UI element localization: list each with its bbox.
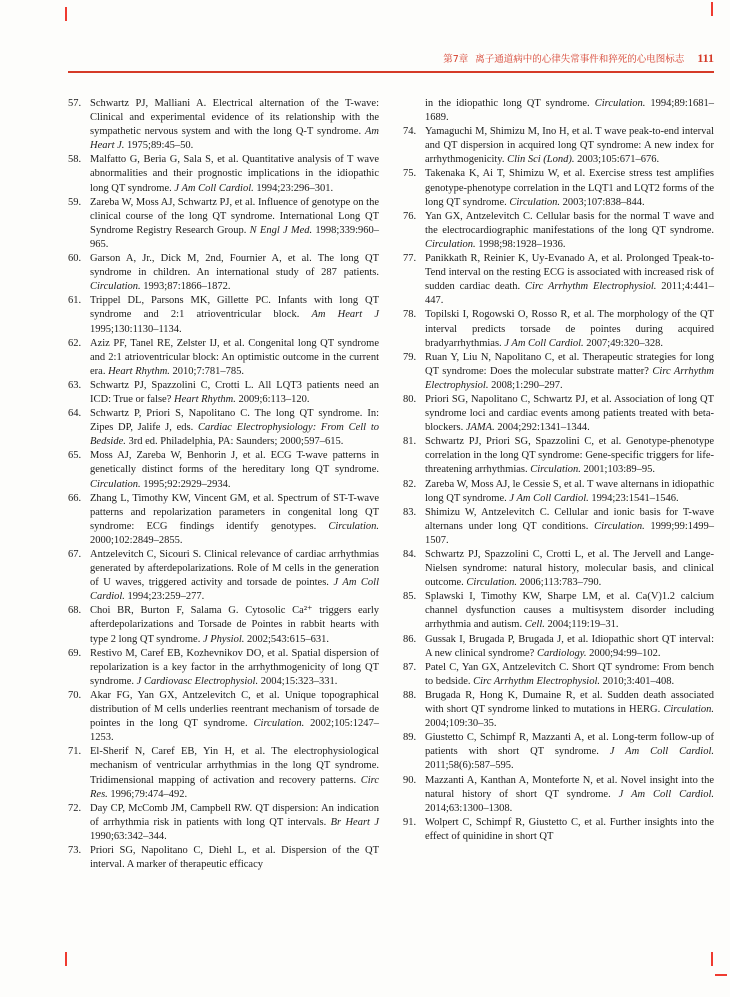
reference-text: Splawski I, Timothy KW, Sharpe LM, et al. Ca(V)1.2 calcium channel dysfunction causes a multisystem disorder including arrhythmia and autism. Cell. 2004;119:19–31. (425, 591, 714, 631)
reference-text: Choi BR, Burton F, Salama G. Cytosolic Ca²⁺ triggers early afterdepolarizations and Torsade de Pointes in rabbit hearts with type 2 long QT syndrome. J Physiol. 2002;543:615–631. (90, 605, 379, 645)
reference-text: Giustetto C, Schimpf R, Mazzanti A, et al. Long-term follow-up of patients with short QT syndrome. J Am Coll Cardiol. 2011;58(6):587–595. (425, 732, 715, 772)
reference-number: 74. (403, 126, 417, 138)
crop-mark-top-left (65, 7, 67, 21)
reference-number: 78. (403, 309, 417, 321)
reference-continuation (403, 97, 714, 125)
reference-number: 57. (68, 98, 82, 109)
reference-number: 82. (403, 478, 417, 490)
reference-item (68, 294, 379, 336)
reference-item (403, 774, 714, 816)
reference-item (403, 125, 714, 167)
reference-number: 59. (68, 196, 82, 208)
reference-item (403, 210, 714, 252)
reference-item (403, 548, 714, 590)
reference-number: 64. (68, 408, 82, 420)
reference-number: 85. (403, 591, 417, 603)
reference-number: 67. (68, 549, 82, 560)
reference-item (403, 167, 714, 209)
reference-item (403, 393, 714, 435)
crop-mark-bottom-left (65, 952, 67, 966)
reference-item (403, 816, 714, 844)
reference-item (68, 844, 379, 872)
reference-text: Schwartz PJ, Malliani A. Electrical alternation of the T-wave: Clinical and experimental evidence of its relationship with the sympathetic nervous system and with the long Q-T syndrome. Am Heart J. 1975;89:45–50. (90, 98, 379, 152)
reference-text: Antzelevitch C, Sicouri S. Clinical relevance of cardiac arrhythmias generated by afterdepolarizations. Role of M cells in the generation of U waves, triggered activity and torsade de pointes. J Am Coll Cardiol. 1994;23:259–277. (90, 549, 379, 603)
reference-item (403, 689, 714, 731)
reference-text: Yan GX, Antzelevitch C. Cellular basis for the normal T wave and the electrocardiographic manifestations of the long QT syndrome. Circulation. 1998;98:1928–1936. (425, 210, 714, 250)
reference-number: 86. (403, 633, 417, 645)
reference-item (68, 492, 379, 548)
reference-item (403, 435, 714, 477)
reference-item (403, 506, 714, 548)
page-header (68, 51, 714, 67)
reference-item (403, 661, 714, 689)
reference-number: 81. (403, 436, 417, 448)
reference-item (68, 153, 379, 195)
reference-text: Schwartz PJ, Spazzolini C, Crotti L, et al. The Jervell and Lange-Nielsen syndrome: natural history, molecular basis, and clinical outcome. Circulation. 2006;113:783–790. (425, 549, 714, 589)
reference-item (68, 802, 379, 844)
reference-text: Priori SG, Napolitano C, Schwartz PJ, et al. Association of long QT syndrome loci and cardiac events among patients treated with beta-blockers. JAMA. 2004;292:1341–1344. (425, 393, 714, 434)
reference-item (403, 351, 714, 393)
header-rule (68, 71, 714, 73)
crop-mark-bottom-right-vertical (711, 952, 713, 966)
reference-number: 79. (403, 351, 417, 363)
reference-text: Gussak I, Brugada P, Brugada J, et al. Idiopathic short QT interval: A new clinical syndrome? Cardiology. 2000;94:99–102. (425, 633, 714, 659)
reference-text: Takenaka K, Ai T, Shimizu W, et al. Exercise stress test amplifies genotype-phenotype correlation in the LQT1 and LQT2 forms of the long QT syndrome. Circulation. 2003;107:838–844. (425, 168, 714, 208)
reference-text: Trippel DL, Parsons MK, Gillette PC. Infants with long QT syndrome and 2:1 atrioventricular block. Am Heart J 1995;130:1130–1134. (90, 295, 379, 335)
reference-text: Mazzanti A, Kanthan A, Monteforte N, et al. Novel insight into the natural history of short QT syndrome. J Am Coll Cardiol. 2014;63:1300–1308. (425, 774, 714, 814)
reference-item (403, 633, 714, 661)
reference-text: Panikkath R, Reinier K, Uy-Evanado A, et al. Prolonged Tpeak-to-Tend interval on the resting ECG is associated with increased risk of sudden cardiac death. Circ Arrhythm Electrophysiol. 2011;4:441–447. (425, 253, 714, 307)
crop-mark-bottom-right-horizontal (715, 974, 727, 976)
reference-text: Zareba W, Moss AJ, le Cessie S, et al. T wave alternans in idiopathic long QT syndrome. J Am Coll Cardiol. 1994;23:1541–1546. (425, 478, 714, 504)
reference-number: 61. (68, 295, 82, 307)
reference-text: Shimizu W, Antzelevitch C. Cellular and ionic basis for T-wave alternans under long QT conditions. Circulation. 1999;99:1499–1507. (425, 506, 715, 546)
reference-number: 80. (403, 393, 417, 405)
reference-number: 83. (403, 506, 417, 518)
reference-text: Patel C, Yan GX, Antzelevitch C. Short QT syndrome: From bench to bedside. Circ Arrhythm Electrophysiol. 2010;3:401–408. (425, 661, 714, 687)
reference-item (68, 689, 379, 745)
chapter-title: 离子通道病中的心律失常事件和猝死的心电图标志 (475, 54, 685, 65)
reference-number: 84. (403, 549, 417, 560)
reference-number: 90. (403, 774, 417, 786)
reference-number: 91. (403, 816, 417, 828)
reference-text: Aziz PF, Tanel RE, Zelster IJ, et al. Congenital long QT syndrome and 2:1 atrioventricular block: An optimistic outcome in the current era. Heart Rhythm. 2010;7:781–785. (90, 337, 379, 377)
reference-item (68, 379, 379, 407)
reference-number: 66. (68, 492, 82, 504)
reference-number: 58. (68, 154, 82, 166)
reference-text: Akar FG, Yan GX, Antzelevitch C, et al. Unique topographical distribution of M cells underlies reentrant mechanism of torsade de pointes in the long QT syndrome. Circulation. 2002;105:1247–1253. (90, 689, 379, 744)
reference-text: in the idiopathic long QT syndrome. Circulation. 1994;89:1681–1689. (425, 98, 714, 124)
reference-item (68, 407, 379, 449)
reference-text: Schwartz PJ, Priori SG, Spazzolini C, et al. Genotype-phenotype correlation in the long QT syndrome: Gene-specific triggers for life-threatening arrhythmias. Circulation. 2001;103:89–95. (425, 436, 714, 476)
reference-text: Moss AJ, Zareba W, Benhorin J, et al. ECG T-wave patterns in genetically distinct forms of the hereditary long QT syndrome. Circulation. 1995;92:2929–2934. (90, 450, 379, 490)
reference-number: 87. (403, 661, 417, 673)
reference-item (68, 647, 379, 689)
reference-text: Malfatto G, Beria G, Sala S, et al. Quantitative analysis of T wave abnormalities and their prognostic implications in the idiopathic long QT syndrome. J Am Coll Cardiol. 1994;23:296–301. (90, 154, 379, 194)
references-section (68, 97, 714, 872)
reference-item (403, 308, 714, 350)
reference-number: 69. (68, 647, 82, 659)
reference-item (403, 731, 714, 773)
crop-mark-top-right (711, 2, 713, 16)
reference-text: Yamaguchi M, Shimizu M, Ino H, et al. T wave peak-to-end interval and QT dispersion in acquired long QT syndrome: A new index for arrhythmogenicity. Clin Sci (Lond). 2003;105:671–676. (425, 126, 714, 166)
reference-number: 68. (68, 605, 82, 617)
reference-item (68, 196, 379, 252)
reference-text: Garson A, Jr., Dick M, 2nd, Fournier A, et al. The long QT syndrome in children. An international study of 287 patients. Circulation. 1993;87:1866–1872. (90, 253, 379, 293)
reference-text: Schwartz PJ, Spazzolini C, Crotti L. All LQT3 patients need an ICD: True or false? Heart Rhythm. 2009;6:113–120. (90, 379, 379, 405)
reference-number: 77. (403, 253, 417, 265)
reference-item (68, 745, 379, 801)
reference-number: 72. (68, 802, 82, 814)
reference-text: Topilski I, Rogowski O, Rosso R, et al. The morphology of the QT interval predicts torsade de pointes during acquired bradyarrhythmias. J Am Coll Cardiol. 2007;49:320–328. (425, 309, 714, 349)
reference-number: 76. (403, 210, 417, 222)
reference-item (403, 590, 714, 632)
reference-item (68, 548, 379, 604)
reference-number: 65. (68, 450, 82, 462)
reference-text: Zhang L, Timothy KW, Vincent GM, et al. Spectrum of ST-T-wave patterns and repolarization parameters in congenital long QT syndrome: ECG findings identify genotypes. Circulation. 2000;102:2849–2855. (90, 492, 379, 546)
references-column-right (403, 97, 714, 872)
reference-item (68, 604, 379, 646)
reference-number: 60. (68, 253, 82, 265)
reference-text: El-Sherif N, Caref EB, Yin H, et al. The electrophysiological mechanism of ventricular arrhythmias in the long QT syndrome. Tridimensional mapping of activation and recovery patterns. Circ Res. 1996;79:474–492. (90, 746, 379, 800)
reference-text: Ruan Y, Liu N, Napolitano C, et al. Therapeutic strategies for long QT syndrome: Does the molecular substrate matter? Circ Arrhythm Electrophysiol. 2008;1:290–297. (425, 351, 714, 391)
reference-text: Brugada R, Hong K, Dumaine R, et al. Sudden death associated with short QT syndrome linked to mutations in HERG. Circulation. 2004;109:30–35. (425, 689, 714, 730)
reference-item (68, 252, 379, 294)
reference-number: 73. (68, 844, 82, 856)
reference-number: 75. (403, 168, 417, 180)
reference-text: Restivo M, Caref EB, Kozhevnikov DO, et al. Spatial dispersion of repolarization is a key factor in the arrhythmogenicity of long QT syndrome. J Cardiovasc Electrophysiol. 2004;15:323–331. (90, 647, 379, 687)
reference-text: Zareba W, Moss AJ, Schwartz PJ, et al. Influence of genotype on the clinical course of the long QT syndrome. International Long QT Syndrome Registry Research Group. N Engl J Med. 1998;339:960–965. (90, 196, 379, 250)
references-column-left (68, 97, 379, 872)
reference-number: 88. (403, 689, 417, 701)
reference-item (68, 97, 379, 153)
reference-item (403, 478, 714, 506)
reference-item (68, 337, 379, 379)
reference-item (68, 449, 379, 491)
reference-number: 70. (68, 689, 82, 701)
chapter-label: 第7章 (443, 54, 469, 65)
reference-number: 71. (68, 746, 82, 758)
reference-text: Wolpert C, Schimpf R, Giustetto C, et al. Further insights into the effect of quinidine in short QT (425, 816, 714, 842)
reference-text: Day CP, McComb JM, Campbell RW. QT dispersion: An indication of arrhythmia risk in patients with long QT intervals. Br Heart J 1990;63:342–344. (90, 802, 379, 842)
reference-text: Schwartz P, Priori S, Napolitano C. The long QT syndrome. In: Zipes DP, Jalife J, eds. Cardiac Electrophysiology: From Cell to Bedside. 3rd ed. Philadelphia, PA: Saunders; 2000;597–615. (90, 408, 379, 448)
reference-text: Priori SG, Napolitano C, Diehl L, et al. Dispersion of the QT interval. A marker of therapeutic efficacy (90, 844, 379, 871)
reference-item (403, 252, 714, 308)
page-number: 111 (697, 51, 714, 65)
reference-number: 62. (68, 337, 82, 349)
reference-number: 89. (403, 732, 417, 744)
reference-number: 63. (68, 379, 82, 391)
